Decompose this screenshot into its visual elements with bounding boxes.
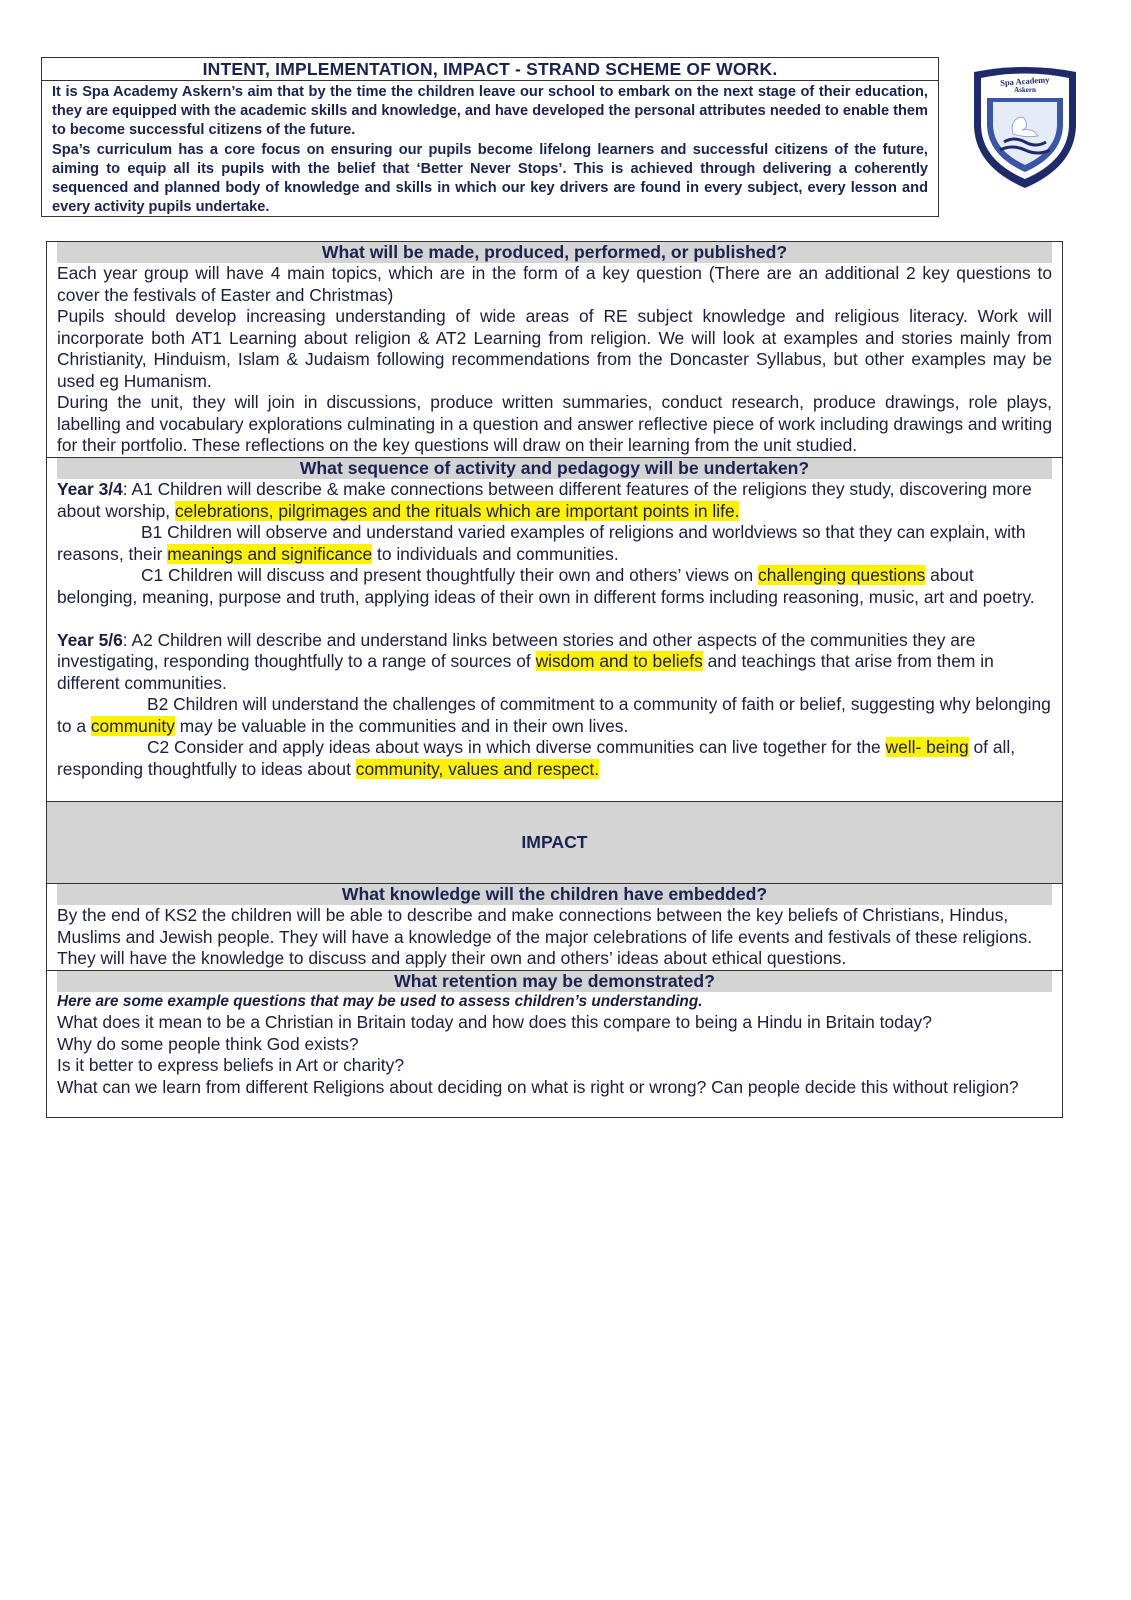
retention-heading: What retention may be demonstrated? [57,971,1052,992]
y56-c2: C2 Consider and apply ideas about ways in which diverse communities can live together for the well- being of all, responding thoughtfully to ideas about community, values and respect. [57,737,1016,779]
y34-a1: Year 3/4: A1 Children will describe & make connections between different features of the religions they study, discovering more about worship, celebrations, pilgrimages and the rituals which are important points in life. [57,479,1032,521]
highlight: community, values and respect. [355,758,600,779]
produced-paragraph-1: Each year group will have 4 main topics, which are in the form of a key question (There are an additional 2 key questions to cover the festivals of Easter and Christmas) [57,263,1052,305]
intent-box [41,57,939,217]
scheme-table [46,241,1063,1118]
retention-question: What can we learn from different Religions about deciding on what is right or wrong? Can people decide this without religion? [57,1076,1019,1097]
retention-section [47,971,1062,1098]
highlight: well- being [885,737,969,757]
highlight: community [90,715,175,736]
produced-section [47,242,1062,458]
produced-paragraph-2: Pupils should develop increasing understanding of wide areas of RE subject knowledge and religious literacy. Work will incorporate both AT1 Learning about religion & AT2 Learning from religion. We will look at examples and stories mainly from Christianity, Hinduism, Islam & Judaism following recommendations from the Doncaster Syllabus, but other examples may be used eg Humanism. [57,306,1052,391]
retention-question: Why do some people think God exists? [57,1033,359,1054]
produced-heading: What will be made, produced, performed, or published? [57,242,1052,263]
document-title: INTENT, IMPLEMENTATION, IMPACT - STRAND SCHEME OF WORK. [42,58,938,81]
intent-paragraph-2: Spa’s curriculum has a core focus on ensuring our pupils become lifelong learners and successful citizens of the future, aiming to equip all its pupils with the belief that ‘Better Never Stops’. This is achieved through delivering a coherently sequenced and planned body of knowledge and skills in which our key drivers are found in every subject, every lesson and every activity pupils undertake. [52,141,928,216]
year-3-4-label: Year 3/4 [57,479,123,499]
sequence-heading: What sequence of activity and pedagogy will be undertaken? [57,458,1052,479]
produced-body [57,263,1052,457]
highlight: celebrations, pilgrimages and the rituals which are important points in life. [174,500,740,521]
produced-paragraph-3: During the unit, they will join in discussions, produce written summaries, conduct research, produce drawings, role plays, labelling and vocabulary explorations culminating in a question and answer reflective piece of work including drawings and writing for their portfolio. These reflections on the key questions will draw on their learning from the unit studied. [57,392,1052,455]
school-logo [968,62,1082,190]
y34-b1: B1 Children will observe and understand varied examples of religions and worldviews so that they can explain, with reasons, their meanings and significance to individuals and communities. [57,522,1026,564]
retention-intro: Here are some example questions that may be used to assess children’s understanding. [57,993,703,1010]
sequence-section [47,458,1062,802]
y56-a2: Year 5/6: A2 Children will describe and understand links between stories and other aspects of the communities they are investigating, responding thoughtfully to a range of sources of wisdom and to beliefs and teachings that arise from them in different communities. [57,629,994,693]
knowledge-section [47,884,1062,971]
intent-paragraph-1: It is Spa Academy Askern’s aim that by the time the children leave our school to embark on the next stage of their education, they are equipped with the academic skills and knowledge, and have developed the personal attributes needed to enable them to become successful citizens of the future. [52,84,928,139]
knowledge-heading: What knowledge will the children have embedded? [57,884,1052,905]
knowledge-body: By the end of KS2 the children will be able to describe and make connections between the key beliefs of Christians, Hindus, Muslims and Jewish people. They will have a knowledge of the major celebrations of life events and festivals of these religions. They will have the knowledge to discuss and apply their own and others’ ideas about ethical questions. [57,905,1033,968]
year-5-6-label: Year 5/6 [57,629,123,650]
logo-line-2: Askern [1014,86,1036,94]
y34-c1: C1 Children will discuss and present thoughtfully their own and others’ views on challenging questions about belonging, meaning, purpose and truth, applying ideas of their own in different forms including reasoning, music, art and poetry. [57,565,1035,607]
retention-questions [57,1012,1052,1098]
logo-line-1: Spa Academy [999,74,1050,88]
retention-question: What does it mean to be a Christian in Britain today and how does this compare to being a Hindu in Britain today? [57,1012,932,1032]
highlight: wisdom and to beliefs [535,651,703,671]
sequence-body [57,479,1052,780]
y56-b2: B2 Children will understand the challenges of commitment to a community of faith or belief, suggesting why belonging to a community may be valuable in the communities and in their own lives. [57,694,1051,736]
intent-body [42,81,938,217]
retention-question: Is it better to express beliefs in Art or charity? [57,1055,404,1075]
impact-banner: IMPACT [47,802,1062,884]
highlight: meanings and significance [167,543,373,564]
highlight: challenging questions [758,565,926,585]
